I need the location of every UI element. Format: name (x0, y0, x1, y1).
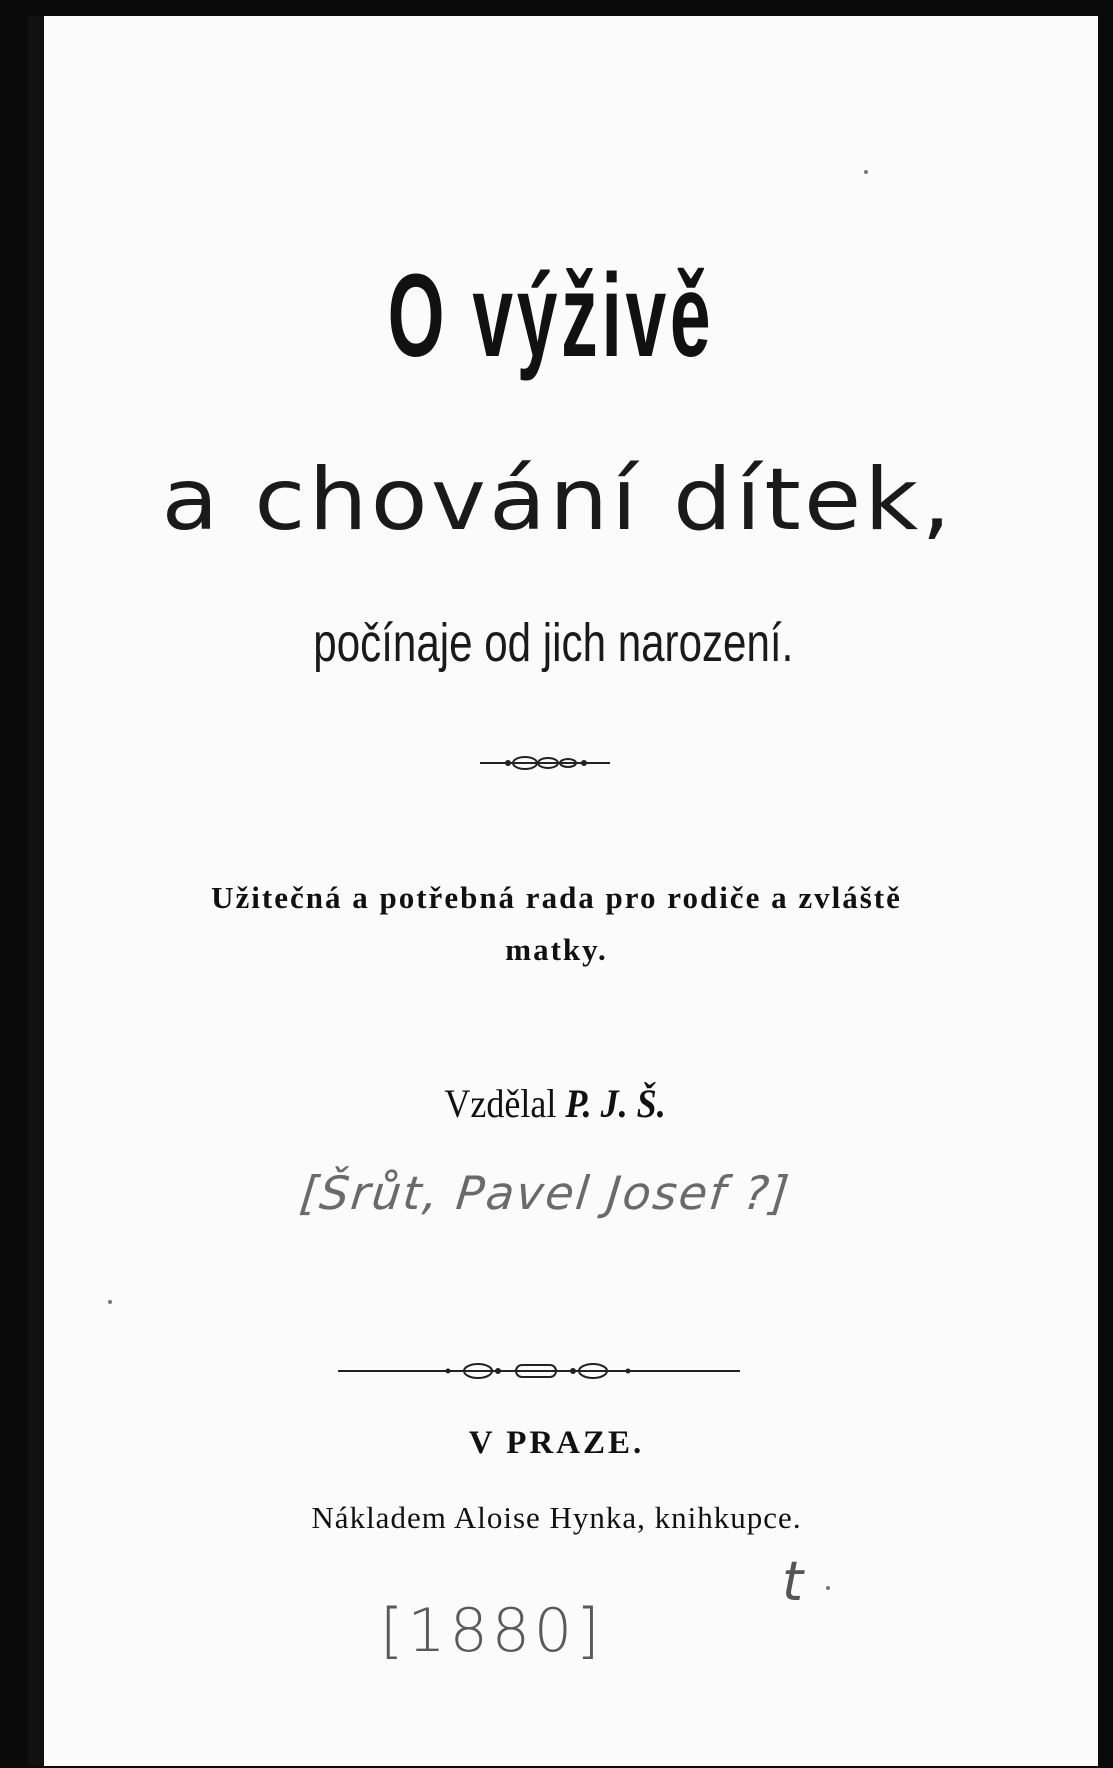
title-line-1: O výživě (387, 250, 715, 382)
imprint-place: V PRAZE. (468, 1425, 645, 1461)
subtitle: počínaje od jich narození. (313, 613, 794, 673)
author-line (54, 1080, 1056, 1127)
handwritten-attribution: [Šrůt, Pavel Josef ?] (297, 1166, 794, 1220)
long-ornament-icon (338, 1356, 740, 1386)
paper-speck (108, 1300, 112, 1304)
handwritten-year: [1880] (380, 1596, 604, 1666)
title-line-2: a chování dítek, (161, 450, 955, 550)
paper-speck (864, 170, 868, 174)
advice-line-2: matky. (505, 932, 608, 967)
author-initials: P. J. Š. (565, 1081, 666, 1126)
handwritten-mark: t (782, 1550, 804, 1613)
imprint-publisher: Nákladem Aloise Hynka, knihkupce. (311, 1500, 802, 1535)
small-ornament-icon (480, 748, 610, 778)
author-prefix: Vzdělal (444, 1081, 557, 1126)
advice-line-1: Užitečná a potřebná rada pro rodiče a zvláště (211, 880, 902, 915)
paper-speck (826, 1586, 830, 1590)
